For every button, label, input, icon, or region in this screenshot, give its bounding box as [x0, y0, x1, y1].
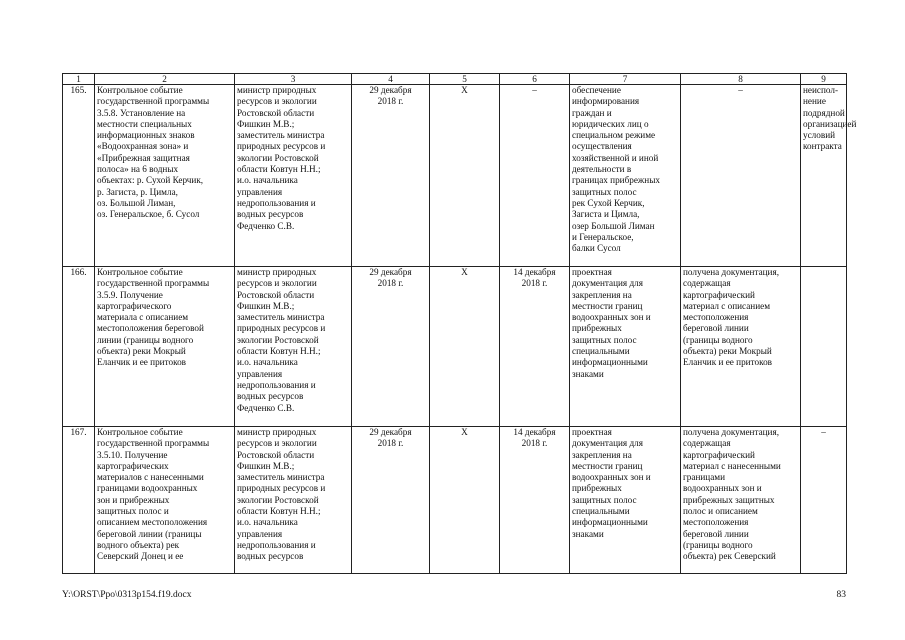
- plan-date-cell: 29 декабря 2018 г.: [352, 427, 430, 574]
- col-header-9: 9: [801, 74, 847, 85]
- control-event-cell: Контрольное событие государственной программы 3.5.10. Получение картографических материалов с нанесенными границами водоохранных зон и прибрежных защитных полос и описанием местоположения береговой линии (границы водного объекта) рек Северский Донец и ее: [95, 427, 235, 574]
- reason-cell: неиспол- нение подрядной организацией условий контракта: [801, 85, 847, 267]
- reason-cell: –: [801, 427, 847, 574]
- row-number: 166.: [63, 267, 95, 427]
- table-row: [63, 267, 847, 427]
- col-header-6: 6: [500, 74, 570, 85]
- expected-result-cell: проектная документация для закрепления на местности границ водоохранных зон и прибрежных защитных полос специальными информационными знаками: [570, 267, 681, 427]
- fact-date-cell: 14 декабря 2018 г.: [500, 427, 570, 574]
- footer-file-path: Y:\ORST\Ppo\0313p154.f19.docx: [62, 590, 192, 600]
- mark-cell: X: [430, 267, 500, 427]
- report-table: [62, 73, 857, 574]
- responsible-cell: министр природных ресурсов и экологии Ростовской области Фишкин М.В.; заместитель министра природных ресурсов и экологии Ростовской области Ковтун Н.Н.; и.о. начальника управления недропользования и водных ресурсов: [235, 427, 352, 574]
- col-header-3: 3: [235, 74, 352, 85]
- plan-date-cell: 29 декабря 2018 г.: [352, 267, 430, 427]
- control-event-cell: Контрольное событие государственной программы 3.5.9. Получение картографического материала с описанием местоположения береговой линии (границы водного объекта) реки Мокрый Еланчик и ее притоков: [95, 267, 235, 427]
- row-number: 167.: [63, 427, 95, 574]
- row-number: 165.: [63, 85, 95, 267]
- fact-date-cell: –: [500, 85, 570, 267]
- fact-date-cell: 14 декабря 2018 г.: [500, 267, 570, 427]
- achieved-result-cell: –: [681, 85, 801, 267]
- col-header-8: 8: [681, 74, 801, 85]
- responsible-cell: министр природных ресурсов и экологии Ростовской области Фишкин М.В.; заместитель министра природных ресурсов и экологии Ростовской области Ковтун Н.Н.; и.о. начальника управления недропользования и водных ресурсов Федченко С.В.: [235, 85, 352, 267]
- achieved-result-cell: получена документация, содержащая картографический материал с описанием местоположения береговой линии (границы водного объекта) реки Мокрый Еланчик и ее притоков: [681, 267, 801, 427]
- col-header-5: 5: [430, 74, 500, 85]
- header-row: [63, 74, 847, 85]
- mark-cell: X: [430, 85, 500, 267]
- expected-result-cell: обеспечение информирования граждан и юридических лиц о специальном режиме осуществления хозяйственной и иной деятельности в границах прибрежных защитных полос рек Сухой Керчик, Загиста и Цимла, озер Большой Лиман и Генеральское, балки Сусол: [570, 85, 681, 267]
- control-event-cell: Контрольное событие государственной программы 3.5.8. Установление на местности специальных информационных знаков «Водоохранная зона» и «Прибрежная защитная полоса» на 6 водных объектах: р. Сухой Керчик, р. Загиста, р. Цимла, оз. Большой Лиман, оз. Генеральское, б. Сусол: [95, 85, 235, 267]
- col-header-7: 7: [570, 74, 681, 85]
- achieved-result-cell: получена документация, содержащая картографический материал с нанесенными границами водоохранных зон и прибрежных защитных полос и описанием местоположения береговой линии (границы водного объекта) рек Северский: [681, 427, 801, 574]
- table-row: [63, 427, 847, 574]
- reason-cell: [801, 267, 847, 427]
- page-number: 83: [836, 590, 846, 600]
- responsible-cell: министр природных ресурсов и экологии Ростовской области Фишкин М.В.; заместитель министра природных ресурсов и экологии Ростовской области Ковтун Н.Н.; и.о. начальника управления недропользования и водных ресурсов Федченко С.В.: [235, 267, 352, 427]
- col-header-2: 2: [95, 74, 235, 85]
- table-row: [63, 85, 847, 267]
- expected-result-cell: проектная документация для закрепления на местности границ водоохранных зон и прибрежных защитных полос специальными информационными знаками: [570, 427, 681, 574]
- mark-cell: X: [430, 427, 500, 574]
- col-header-1: 1: [63, 74, 95, 85]
- plan-date-cell: 29 декабря 2018 г.: [352, 85, 430, 267]
- col-header-4: 4: [352, 74, 430, 85]
